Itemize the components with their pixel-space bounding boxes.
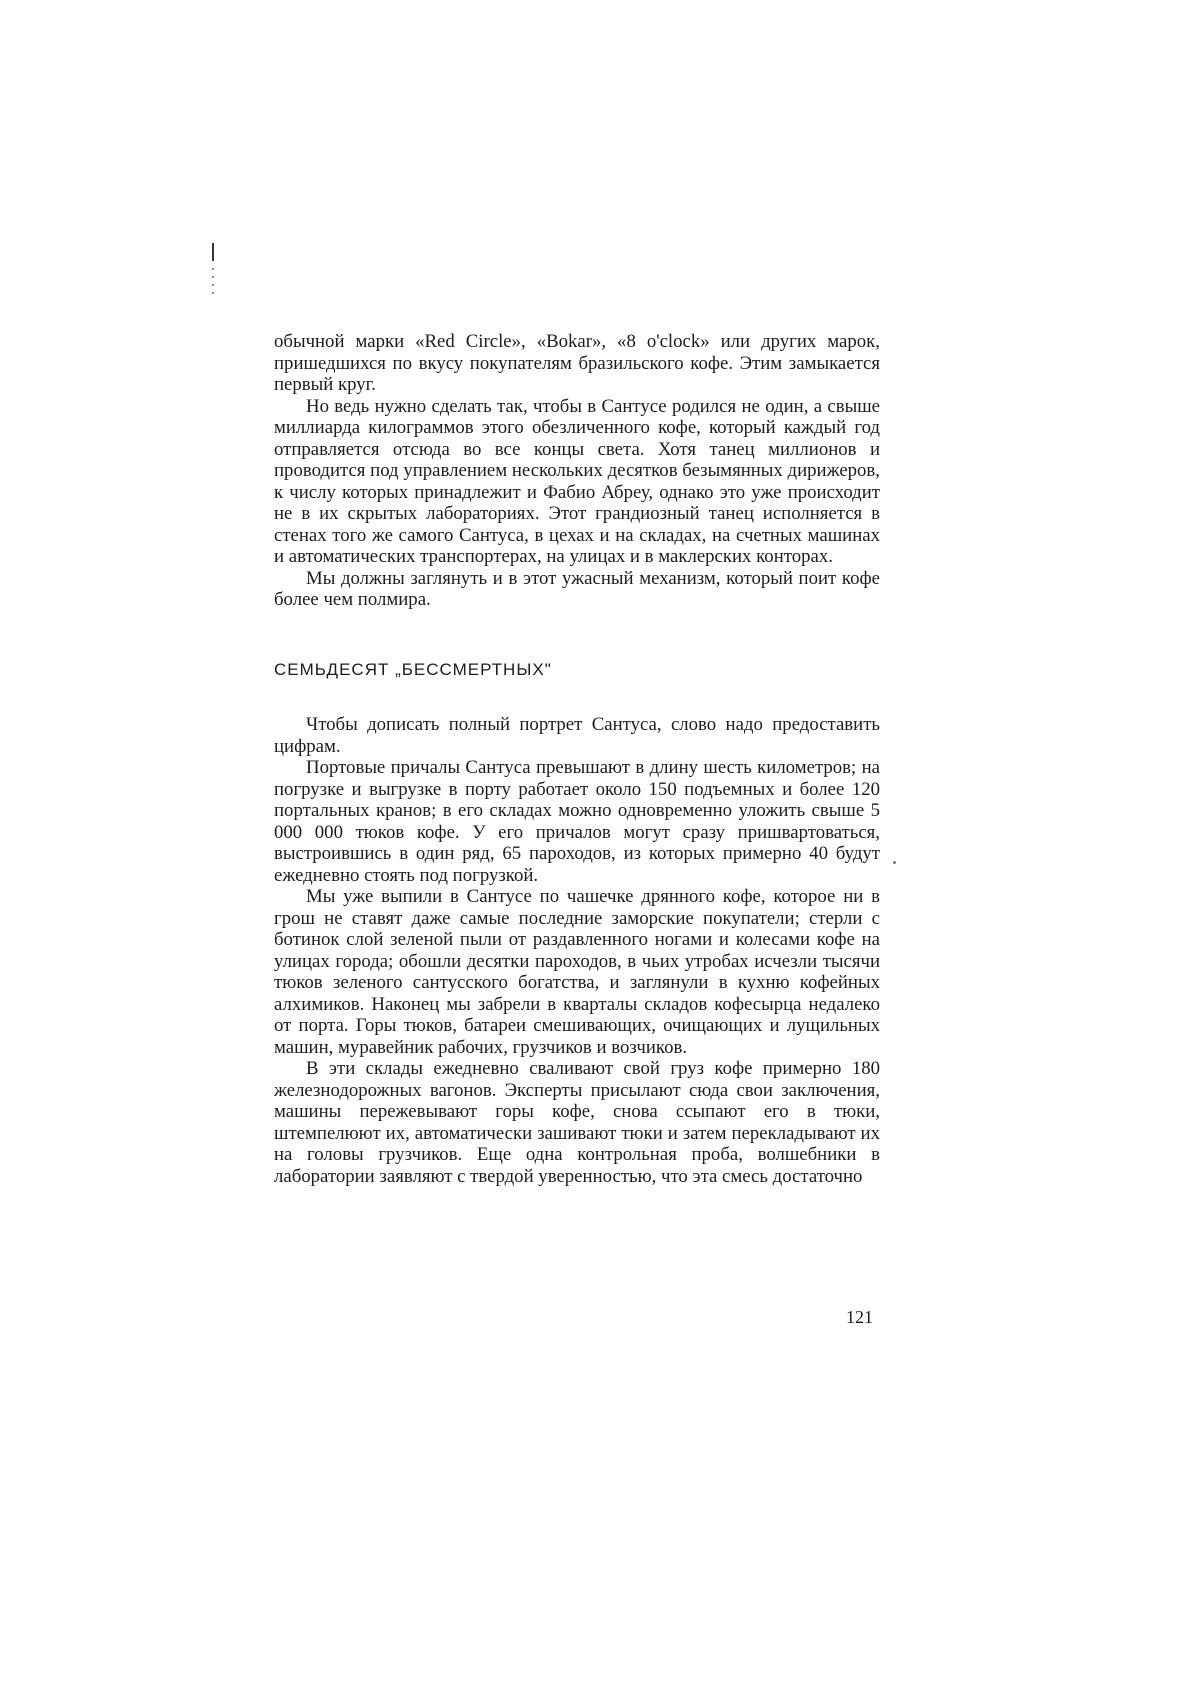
margin-dots: [212, 268, 214, 298]
paragraph: Но ведь нужно сделать так, чтобы в Сантусе родился не один, а свыше миллиарда килограммов этого обезличенного кофе, который каждый год отправляется отсюда во все концы света. Хотя танец миллионов и проводится под управлением нескольких десятков безымянных дирижеров, к числу которых принадлежит и Фабио Абреу, однако это уже происходит не в их скрытых лабораториях. Этот грандиозный танец исполняется в стенах того же самого Сантуса, в цехах и на складах, на счетных машинах и автоматических транспортерах, на улицах и в маклерских конторах.: [274, 395, 880, 567]
paragraph: Мы уже выпили в Сантусе по чашечке дрянного кофе, которое ни в грош не ставят даже самые последние заморские покупатели; стерли с ботинок слой зеленой пыли от раздавленного ногами и колесами кофе на улицах города; обошли десятки пароходов, в чьих утробах исчезли тысячи тюков зеленого сантусского богатства, и заглянули в кухню кофейных алхимиков. Наконец мы забрели в кварталы складов кофесырца недалеко от порта. Горы тюков, батареи смешивающих, очищающих и лущильных машин, муравейник рабочих, грузчиков и возчиков.: [274, 886, 880, 1058]
paragraph: Чтобы дописать полный портрет Сантуса, слово надо предоставить цифрам.: [274, 714, 880, 757]
paragraph: Портовые причалы Сантуса превышают в длину шесть километров; на погрузке и выгрузке в порту работает около 150 подъемных и более 120 портальных кранов; в его складах можно одновременно уложить свыше 5 000 000 тюков кофе. У его причалов могут сразу пришвартоваться, выстроившись в один ряд, 65 пароходов, из которых примерно 40 будут ежедневно стоять под погрузкой.: [274, 757, 880, 886]
section-title: СЕМЬДЕСЯТ „БЕССМЕРТНЫХ": [274, 659, 552, 679]
page-number: 121: [846, 1307, 873, 1327]
page-body: [274, 331, 880, 1187]
paragraph: В эти склады ежедневно сваливают свой груз кофе примерно 180 железнодорожных вагонов. Эксперты присылают сюда свои заключения, машины пережевывают горы кофе, снова ссыпают его в тюки, штемпелюют их, автоматически зашивают тюки и затем перекладывают их на головы грузчиков. Еще одна контрольная проба, волшебники в лаборатории заявляют с твердой уверенностью, что эта смесь достаточно: [274, 1058, 880, 1187]
paragraph: обычной марки «Red Circle», «Bokar», «8 o'clock» или других марок, пришедшихся по вкусу покупателям бразильского кофе. Этим замыкается первый круг.: [274, 331, 880, 395]
stray-mark: [893, 861, 896, 864]
paragraph: Мы должны заглянуть и в этот ужасный механизм, который поит кофе более чем полмира.: [274, 567, 880, 610]
margin-mark: [212, 243, 214, 261]
